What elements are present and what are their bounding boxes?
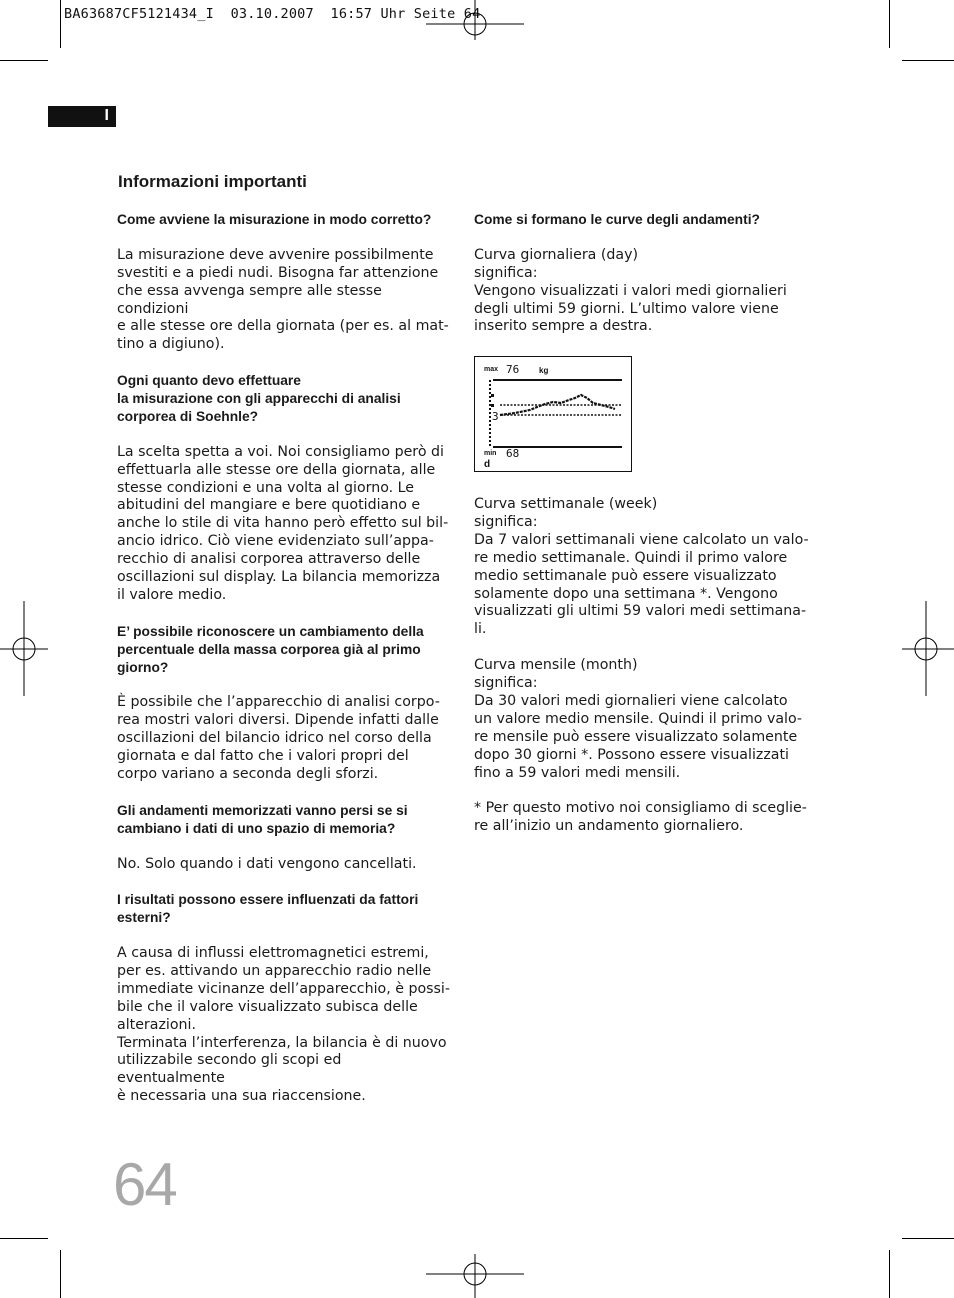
answer-paragraph: La scelta spetta a voi. Noi consigliamo però di effettuarla alle stesse ore della giornata, alle stesse condizioni e una volta al giorno. Le abitudini del mangiare e bere quotidiano e anche lo stile di vita hanno però effetto sul bil- ancio idrico. Ciò viene evidenziato sull’appa- recchio di analisi corporea attraverso delle oscillazioni sul display. La bilancia memorizza il valore medio.	[117, 443, 449, 603]
question-heading: Come si formano le curve degli andamenti?	[474, 212, 760, 227]
answer-paragraph: Curva settimanale (week) significa: Da 7 valori settimanali viene calcolato un valo- re medio settimanale. Quindi il primo valore medio settimanale può essere visualizzato solamente dopo una settimana *. Vengono visualizzati gli ultimi 59 valori medi settimana- li.	[474, 496, 809, 638]
scale-display-illustration	[474, 356, 632, 472]
language-tab	[48, 106, 116, 127]
language-tab-label: I	[104, 107, 109, 124]
page-ref: Seite 64	[413, 6, 481, 22]
right-column-top	[474, 211, 809, 354]
crop-mark	[0, 60, 48, 61]
answer-paragraph: No. Solo quando i dati vengono cancellati.	[117, 855, 417, 872]
question-heading: I risultati possono essere influenzati da fattori esterni?	[117, 892, 419, 926]
print-time: 16:57 Uhr	[330, 6, 406, 22]
right-column-bottom	[474, 496, 809, 854]
crop-mark	[902, 60, 954, 61]
display-unit: kg	[539, 366, 549, 375]
answer-paragraph: Curva mensile (month) significa: Da 30 valori medi giornalieri viene calcolato un valore medio mensile. Quindi il primo valo- re mensile può essere visualizzato solamente dopo 30 giorni *. Possono essere visualizzati fino a 59 valori medi mensili.	[474, 657, 803, 781]
crop-mark	[902, 1238, 954, 1239]
print-date: 03.10.2007	[230, 6, 314, 22]
print-header	[64, 6, 480, 22]
question-heading: E’ possibile riconoscere un cambiamento della percentuale della massa corporea già al primo giorno?	[117, 623, 424, 675]
crop-mark	[889, 1250, 890, 1298]
display-tick	[491, 404, 494, 407]
question-heading: Gli andamenti memorizzati vanno persi se si cambiano i dati di uno spazio di memoria?	[117, 802, 408, 836]
answer-paragraph: Terminata l’interferenza, la bilancia è di nuovo utilizzabile secondo gli scopi ed eventualmente è necessaria una sua riaccensione.	[117, 1034, 447, 1105]
display-max-value: 76	[506, 363, 520, 376]
registration-mark-right	[902, 601, 954, 696]
crop-mark	[60, 1250, 61, 1298]
display-mode-letter: d	[484, 459, 491, 470]
section-title: Informazioni importanti	[118, 172, 307, 191]
question-heading: Come avviene la misurazione in modo corretto?	[117, 212, 432, 227]
crop-mark	[60, 0, 61, 48]
registration-mark-left	[0, 601, 48, 696]
answer-paragraph: A causa di influssi elettromagnetici estremi, per es. attivando un apparecchio radio nelle immediate vicinanze dell’apparecchio, è possi- bile che il valore visualizzato subisca delle alterazioni.	[117, 945, 450, 1033]
trend-curve-display	[475, 357, 631, 471]
left-column	[117, 211, 452, 1124]
display-tick	[491, 394, 494, 397]
answer-paragraph: * Per questo motivo noi consigliamo di sceglie- re all’inizio un andamento giornaliero.	[474, 800, 807, 835]
page-number: 64	[113, 1151, 176, 1218]
crop-mark	[0, 1238, 48, 1239]
question-heading: Ogni quanto devo effettuare la misurazione con gli apparecchi di analisi corporea di Soehnle?	[117, 373, 401, 424]
display-current-digit: 3	[492, 410, 499, 423]
answer-paragraph: La misurazione deve avvenire possibilmente svestiti e a piedi nudi. Bisogna far attenzione che essa avvenga sempre alle stesse condizioni e alle stesse ore della giornata (per es. al mat- tino a digiuno).	[117, 246, 449, 353]
answer-paragraph: Curva giornaliera (day) significa: Vengono visualizzati i valori medi giornalieri degli ultimi 59 giorni. L’ultimo valore viene inserito sempre a destra.	[474, 246, 787, 335]
registration-mark-top	[426, 0, 524, 40]
registration-mark-bottom	[426, 1254, 524, 1298]
display-min-label: min	[484, 450, 497, 457]
file-code: BA63687CF5121434_I	[64, 6, 214, 22]
display-min-value: 68	[506, 447, 520, 460]
crop-mark	[889, 0, 890, 48]
answer-paragraph: È possibile che l’apparecchio di analisi corpo- rea mostri valori diversi. Dipende infatti dalle oscillazioni del bilancio idrico nel corso della giornata e dal fatto che i valori propri del corpo variano a seconda degli sforzi.	[117, 694, 440, 783]
display-max-label: max	[484, 366, 499, 373]
